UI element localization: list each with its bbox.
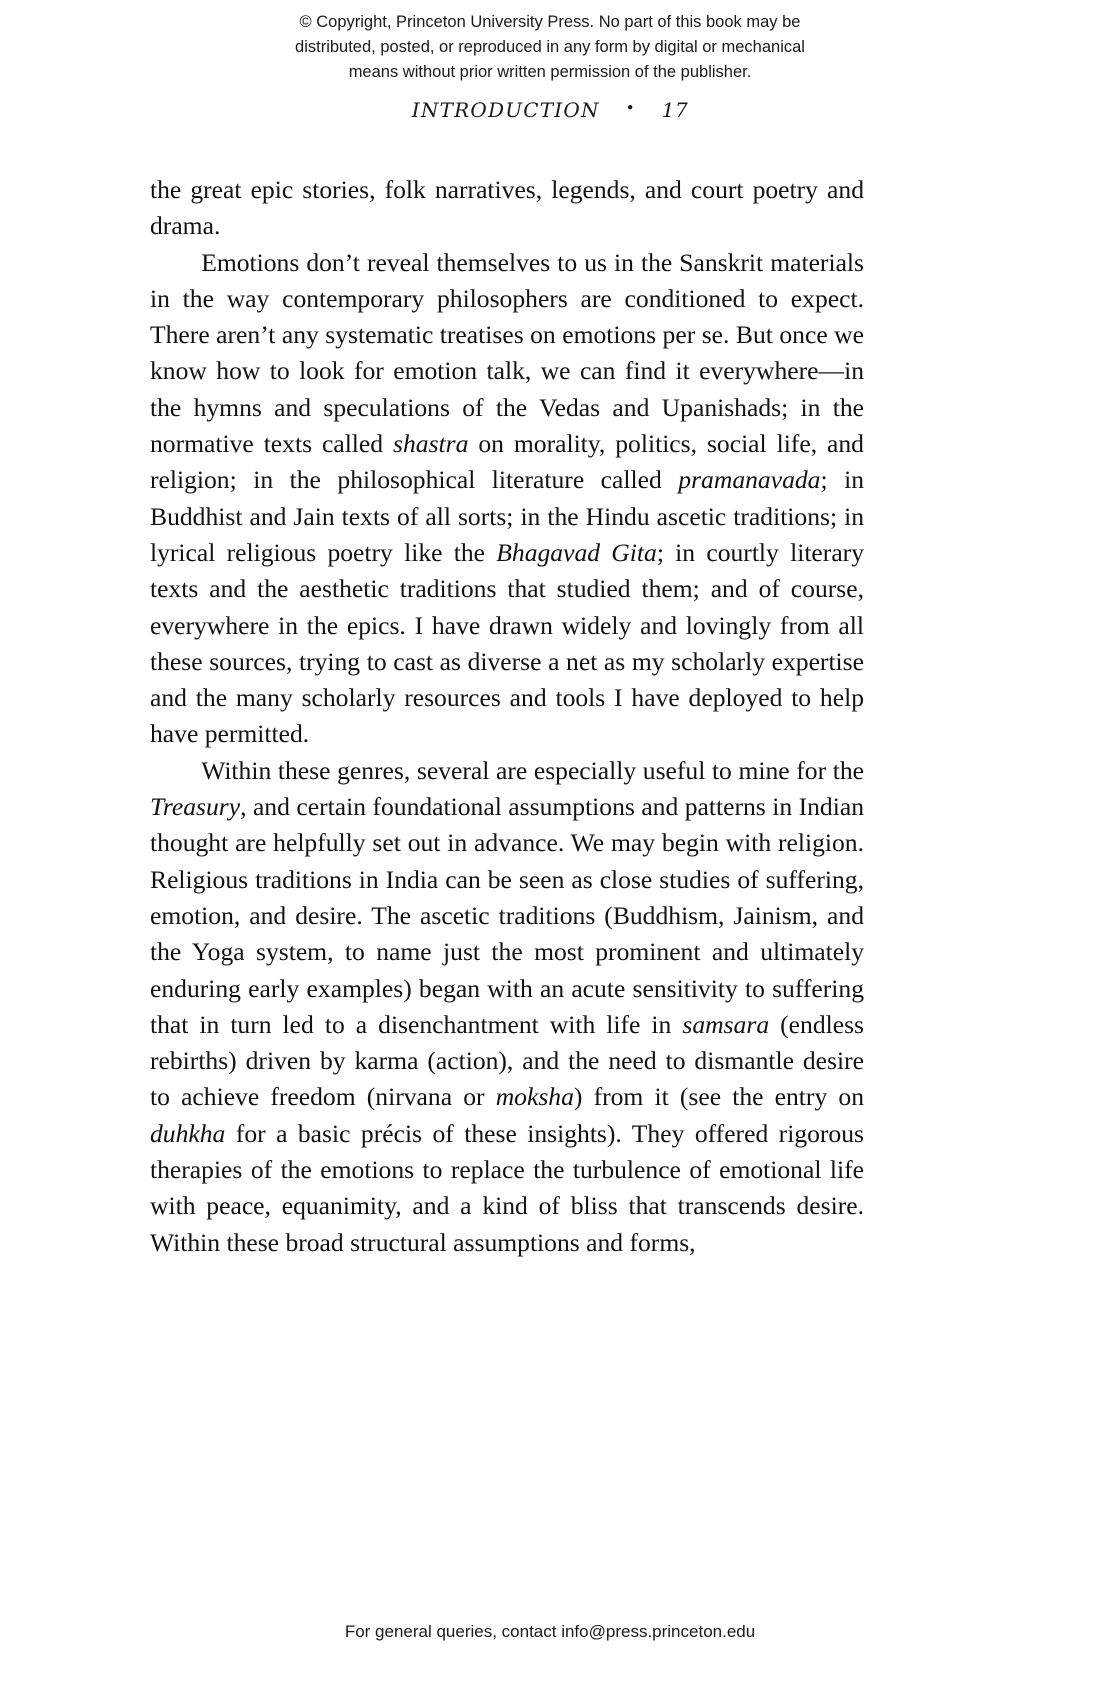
copyright-line-2: distributed, posted, or reproduced in any form by digital or mechanical <box>295 38 805 57</box>
copyright-line-3: means without prior written permission of the publisher. <box>348 63 752 82</box>
para2-seg3: ; in Buddhist and Jain texts of all sorts; in the Hindu ascetic traditions; in lyrical religious poetry like the <box>150 465 864 567</box>
title-treasury: Treasury <box>150 792 241 822</box>
title-bhagavad-gita: Bhagavad Gita <box>496 537 657 567</box>
paragraph-emotions <box>150 245 864 753</box>
running-head <box>0 98 1100 122</box>
para3-seg2: , and certain foundational assumptions and patterns in Indian thought are helpfully set out in advance. We may begin with religion. Religious traditions in India can be seen as close studies of suffering, emotion, and desire. The ascetic traditions (Buddhism, Jainism, and the Yoga system, to name just the most prominent and ultimately enduring early examples) began with an acute sensitivity to suffering that in turn led to a disenchantment with life in <box>150 792 864 1039</box>
term-shastra: shastra <box>393 429 469 459</box>
page-number: 17 <box>661 98 689 122</box>
footer-queries: For general queries, contact info@press.princeton.edu <box>344 1622 756 1641</box>
bullet-separator-icon: • <box>625 99 636 117</box>
paragraph-genres <box>150 753 864 1261</box>
paragraph-continuation-text: the great epic stories, folk narratives, legends, and court poetry and drama. <box>150 175 864 241</box>
term-samsara: samsara <box>682 1009 770 1039</box>
para3-seg1: Within these genres, several are especially useful to mine for the <box>201 755 864 785</box>
para2-seg4: ; in courtly literary texts and the aesthetic traditions that studied them; and of course, everywhere in the epics. I have drawn widely and lovingly from all these sources, trying to cast as diverse a net as my scholarly expertise and the many scholarly resources and tools I have deployed to help have permitted. <box>150 537 864 749</box>
para3-seg3: (endless rebirths) driven by karma (action), and the need to dismantle desire to achieve freedom (nirvana or <box>150 1009 865 1112</box>
term-moksha: moksha <box>495 1082 574 1112</box>
para2-seg1: Emotions don’t reveal themselves to us in the Sanskrit materials in the way contemporary philosophers are conditioned to expect. There aren’t any systematic treatises on emotions per se. But once we know how to look for emotion talk, we can find it everywhere—in the hymns and speculations of the Vedas and Upanishads; in the normative texts called <box>150 247 864 459</box>
paragraph-continuation <box>150 172 864 245</box>
copyright-line-1: © Copyright, Princeton University Press. No part of this book may be <box>299 13 801 31</box>
para3-seg5: for a basic précis of these insights). They offered rigorous therapies of the emotions to replace the turbulence of emotional life with peace, equanimity, and a kind of bliss that transcends desire. Within these broad structural assumptions and forms, <box>150 1118 864 1257</box>
term-duhkha: duhkha <box>150 1118 226 1148</box>
body-text-column <box>150 172 864 1261</box>
para2-seg2: on morality, politics, social life, and religion; in the philosophical literature called <box>150 429 864 495</box>
running-head-title: INTRODUCTION <box>411 98 600 122</box>
para3-seg4: ) from it (see the entry on <box>573 1082 864 1112</box>
copyright-notice <box>0 10 1100 85</box>
term-pramanavada: pramanavada <box>678 465 821 495</box>
